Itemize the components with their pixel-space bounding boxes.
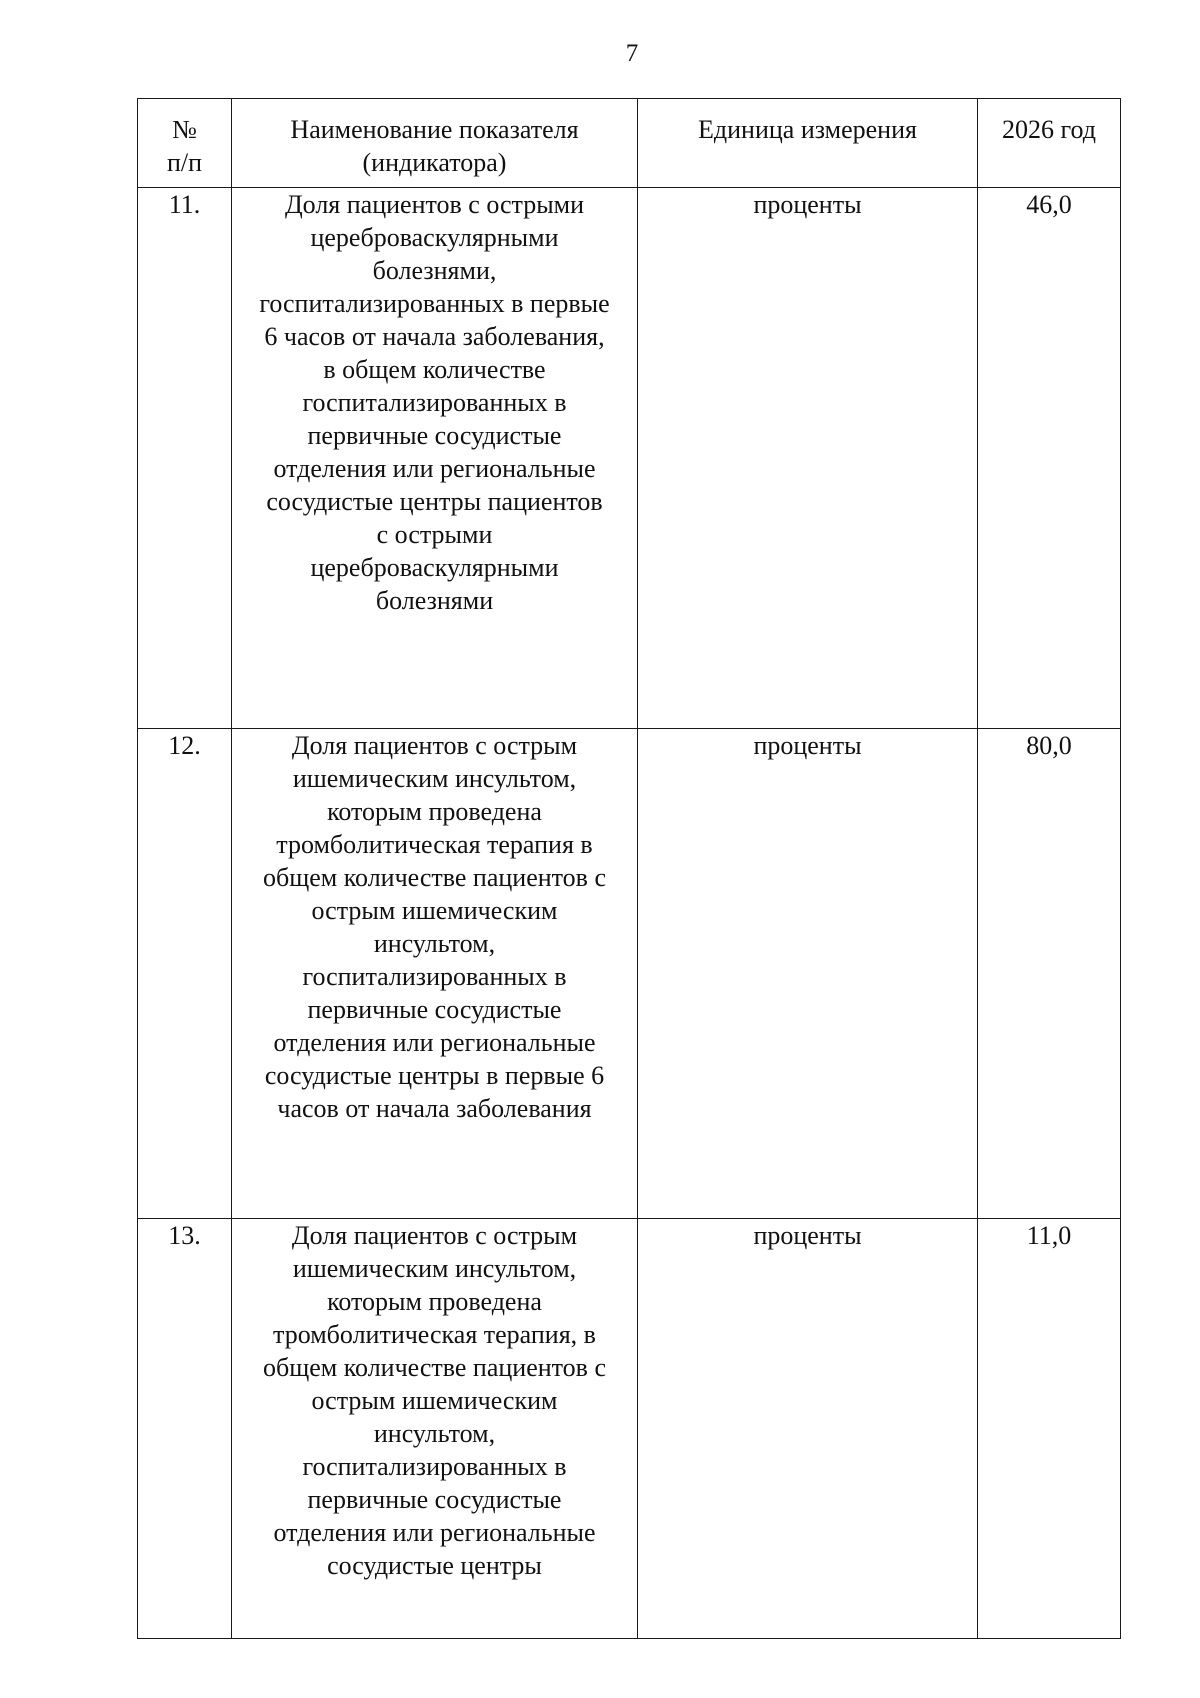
row-number: 12. xyxy=(138,729,232,1219)
page-number: 7 xyxy=(625,40,639,67)
header-number xyxy=(138,99,232,188)
header-number-symbol: № xyxy=(172,115,197,144)
indicator-name-line: общем количестве пациентов с xyxy=(262,1353,606,1382)
unit-of-measure: проценты xyxy=(638,729,978,1219)
table-row xyxy=(138,1219,1121,1639)
indicator-name-line: которым проведена xyxy=(327,1287,542,1316)
indicator-name-line: госпитализированных в xyxy=(302,962,567,991)
indicator-name-line: острым ишемическим xyxy=(311,896,558,925)
indicator-name-line: болезнями, xyxy=(372,256,497,285)
indicator-name-line: с острыми xyxy=(376,520,493,549)
indicator-name xyxy=(232,1219,638,1639)
indicator-name-line: сосудистые центры в первые 6 xyxy=(264,1061,605,1090)
row-number: 13. xyxy=(138,1219,232,1639)
indicator-name-line: общем количестве пациентов с xyxy=(262,863,606,892)
unit-of-measure: проценты xyxy=(638,188,978,729)
indicator-name-line: тромболитическая терапия в xyxy=(276,830,593,859)
indicators-table xyxy=(137,98,1121,1639)
indicator-name-line: первичные сосудистые xyxy=(307,995,562,1024)
unit-of-measure: проценты xyxy=(638,1219,978,1639)
indicator-name-line: госпитализированных в первые xyxy=(259,289,610,318)
indicator-name-line: цереброваскулярными xyxy=(310,223,559,252)
indicator-name-line: инсультом, xyxy=(373,929,496,958)
indicator-name-line: первичные сосудистые xyxy=(307,421,562,450)
value-2026: 80,0 xyxy=(978,729,1121,1219)
indicator-name-line: ишемическим инсультом, xyxy=(292,764,577,793)
indicator-name-line: Доля пациентов с острым xyxy=(291,1221,578,1250)
indicator-name-line: цереброваскулярными xyxy=(310,553,559,582)
table-header-row xyxy=(138,99,1121,188)
header-number-abbr: п/п xyxy=(166,148,203,177)
table-row xyxy=(138,729,1121,1219)
indicator-name-line: отделения или региональные xyxy=(273,1028,596,1057)
indicator-name-line: инсультом, xyxy=(373,1419,496,1448)
table-row xyxy=(138,188,1121,729)
indicator-name-line: болезнями xyxy=(375,586,494,615)
indicator-name-line: тромболитическая терапия, в xyxy=(273,1320,596,1349)
indicator-name-line: Доля пациентов с острыми xyxy=(284,190,585,219)
header-indicator-name xyxy=(232,99,638,188)
value-2026: 11,0 xyxy=(978,1219,1121,1639)
indicator-name-line: которым проведена xyxy=(327,797,542,826)
indicator-name-line: сосудистые центры xyxy=(327,1551,542,1580)
indicator-name-line: острым ишемическим xyxy=(311,1386,558,1415)
indicator-name-line: сосудистые центры пациентов xyxy=(266,487,603,516)
header-unit: Единица измерения xyxy=(638,99,978,188)
indicator-name-line: ишемическим инсультом, xyxy=(292,1254,577,1283)
indicator-name-line: 6 часов от начала заболевания, xyxy=(264,322,605,351)
header-indicator-name-line1: Наименование показателя xyxy=(290,115,579,144)
indicator-name-line: первичные сосудистые xyxy=(307,1485,562,1514)
row-number: 11. xyxy=(138,188,232,729)
indicator-name-line: часов от начала заболевания xyxy=(277,1094,592,1123)
header-indicator-name-line2: (индикатора) xyxy=(362,148,507,177)
indicator-name-line: госпитализированных в xyxy=(302,1452,567,1481)
indicator-name-line: в общем количестве xyxy=(323,355,546,384)
indicator-name-line: госпитализированных в xyxy=(302,388,567,417)
indicator-name xyxy=(232,729,638,1219)
header-year: 2026 год xyxy=(978,99,1121,188)
value-2026: 46,0 xyxy=(978,188,1121,729)
indicator-name-line: отделения или региональные xyxy=(273,1518,596,1547)
indicator-name-line: отделения или региональные xyxy=(273,454,596,483)
indicator-name xyxy=(232,188,638,729)
indicator-name-line: Доля пациентов с острым xyxy=(291,731,578,760)
